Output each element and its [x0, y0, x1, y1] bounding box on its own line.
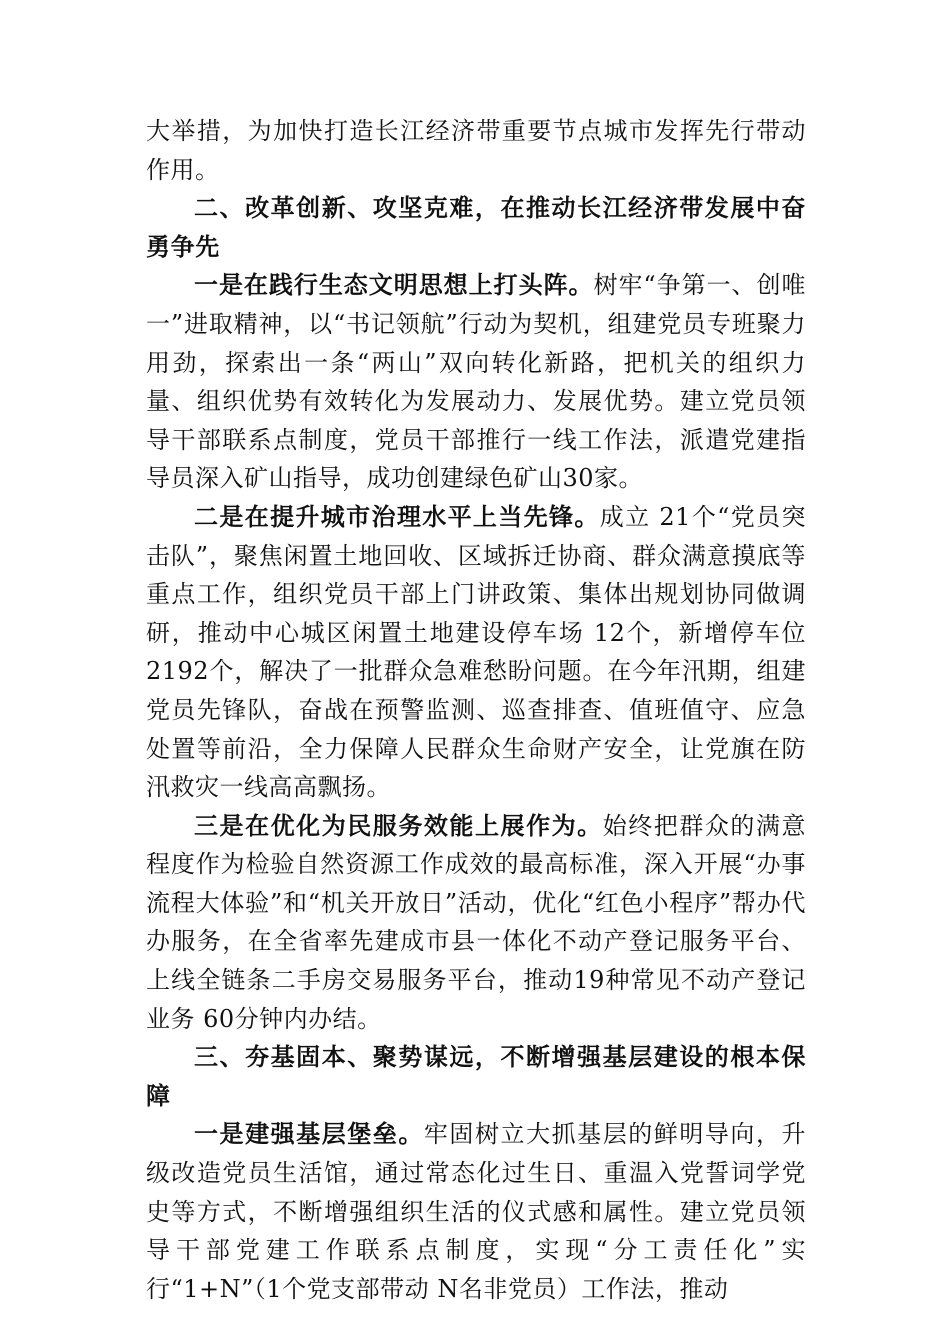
- paragraph-public-service: [146, 807, 806, 1039]
- paragraph-ecological: [146, 266, 806, 498]
- paragraph-body: 牢固树立大抓基层的鲜明导向，升级改造党员生活馆，通过常态化过生日、重温入党誓词学党史等方式，不断增强组织生活的仪式感和属性。建立党员领导干部党建工作联系点制度，实现“分工责任化”实行“1+N”（1个党支部带动 N名非党员）工作法，推动: [146, 1120, 806, 1303]
- paragraph-lead: 二是在提升城市治理水平上当先锋。: [194, 502, 600, 531]
- section-heading-3: 三、夯基固本、聚势谋远，不断增强基层建设的根本保障: [146, 1043, 806, 1110]
- paragraph-body: 树牢“争第一、创唯一”进取精神，以“书记领航”行动为契机，组建党员专班聚力用劲，探索出一条“两山”双向转化新路，把机关的组织力量、组织优势有效转化为发展动力、发展优势。建立党员领导干部联系点制度，党员干部推行一线工作法，派遣党建指导员深入矿山指导，成功创建绿色矿山30家。: [146, 271, 806, 493]
- paragraph-lead: 一是在践行生态文明思想上打头阵。: [194, 271, 594, 300]
- paragraph-lead: 三是在优化为民服务效能上展作为。: [194, 811, 603, 840]
- paragraph-body: 始终把群众的满意程度作为检验自然资源工作成效的最高标准，深入开展“办事流程大体验”和“机关开放日”活动，优化“红色小程序”帮办代办服务，在全省率先建成市县一体化不动产登记服务平台、上线全链条二手房交易服务平台，推动19种常见不动产登记业务 60分钟内办结。: [146, 811, 807, 1033]
- paragraph-grassroots: [146, 1115, 806, 1308]
- paragraph-body: 成立 21个“党员突击队”，聚焦闲置土地回收、区域拆迁协商、群众满意摸底等重点工作，组织党员干部上门讲政策、集体出规划协同做调研，推动中心城区闲置土地建设停车场 12个，新增停车位 2192个，解决了一批群众急难愁盼问题。在今年汛期，组建党员先锋队，奋战在预警监测、巡查排查、值班值守、应急处置等前沿，全力保障人民群众生命财产安全，让党旗在防汛救灾一线高高飘扬。: [146, 502, 807, 802]
- paragraph-continuation: 大举措，为加快打造长江经济带重要节点城市发挥先行带动作用。: [146, 117, 806, 184]
- section-heading-2: 二、改革创新、攻坚克难，在推动长江经济带发展中奋勇争先: [146, 194, 806, 261]
- paragraph-urban-governance: [146, 498, 806, 807]
- document-page: [146, 112, 806, 1308]
- paragraph-lead: 一是建强基层堡垒。: [194, 1120, 424, 1149]
